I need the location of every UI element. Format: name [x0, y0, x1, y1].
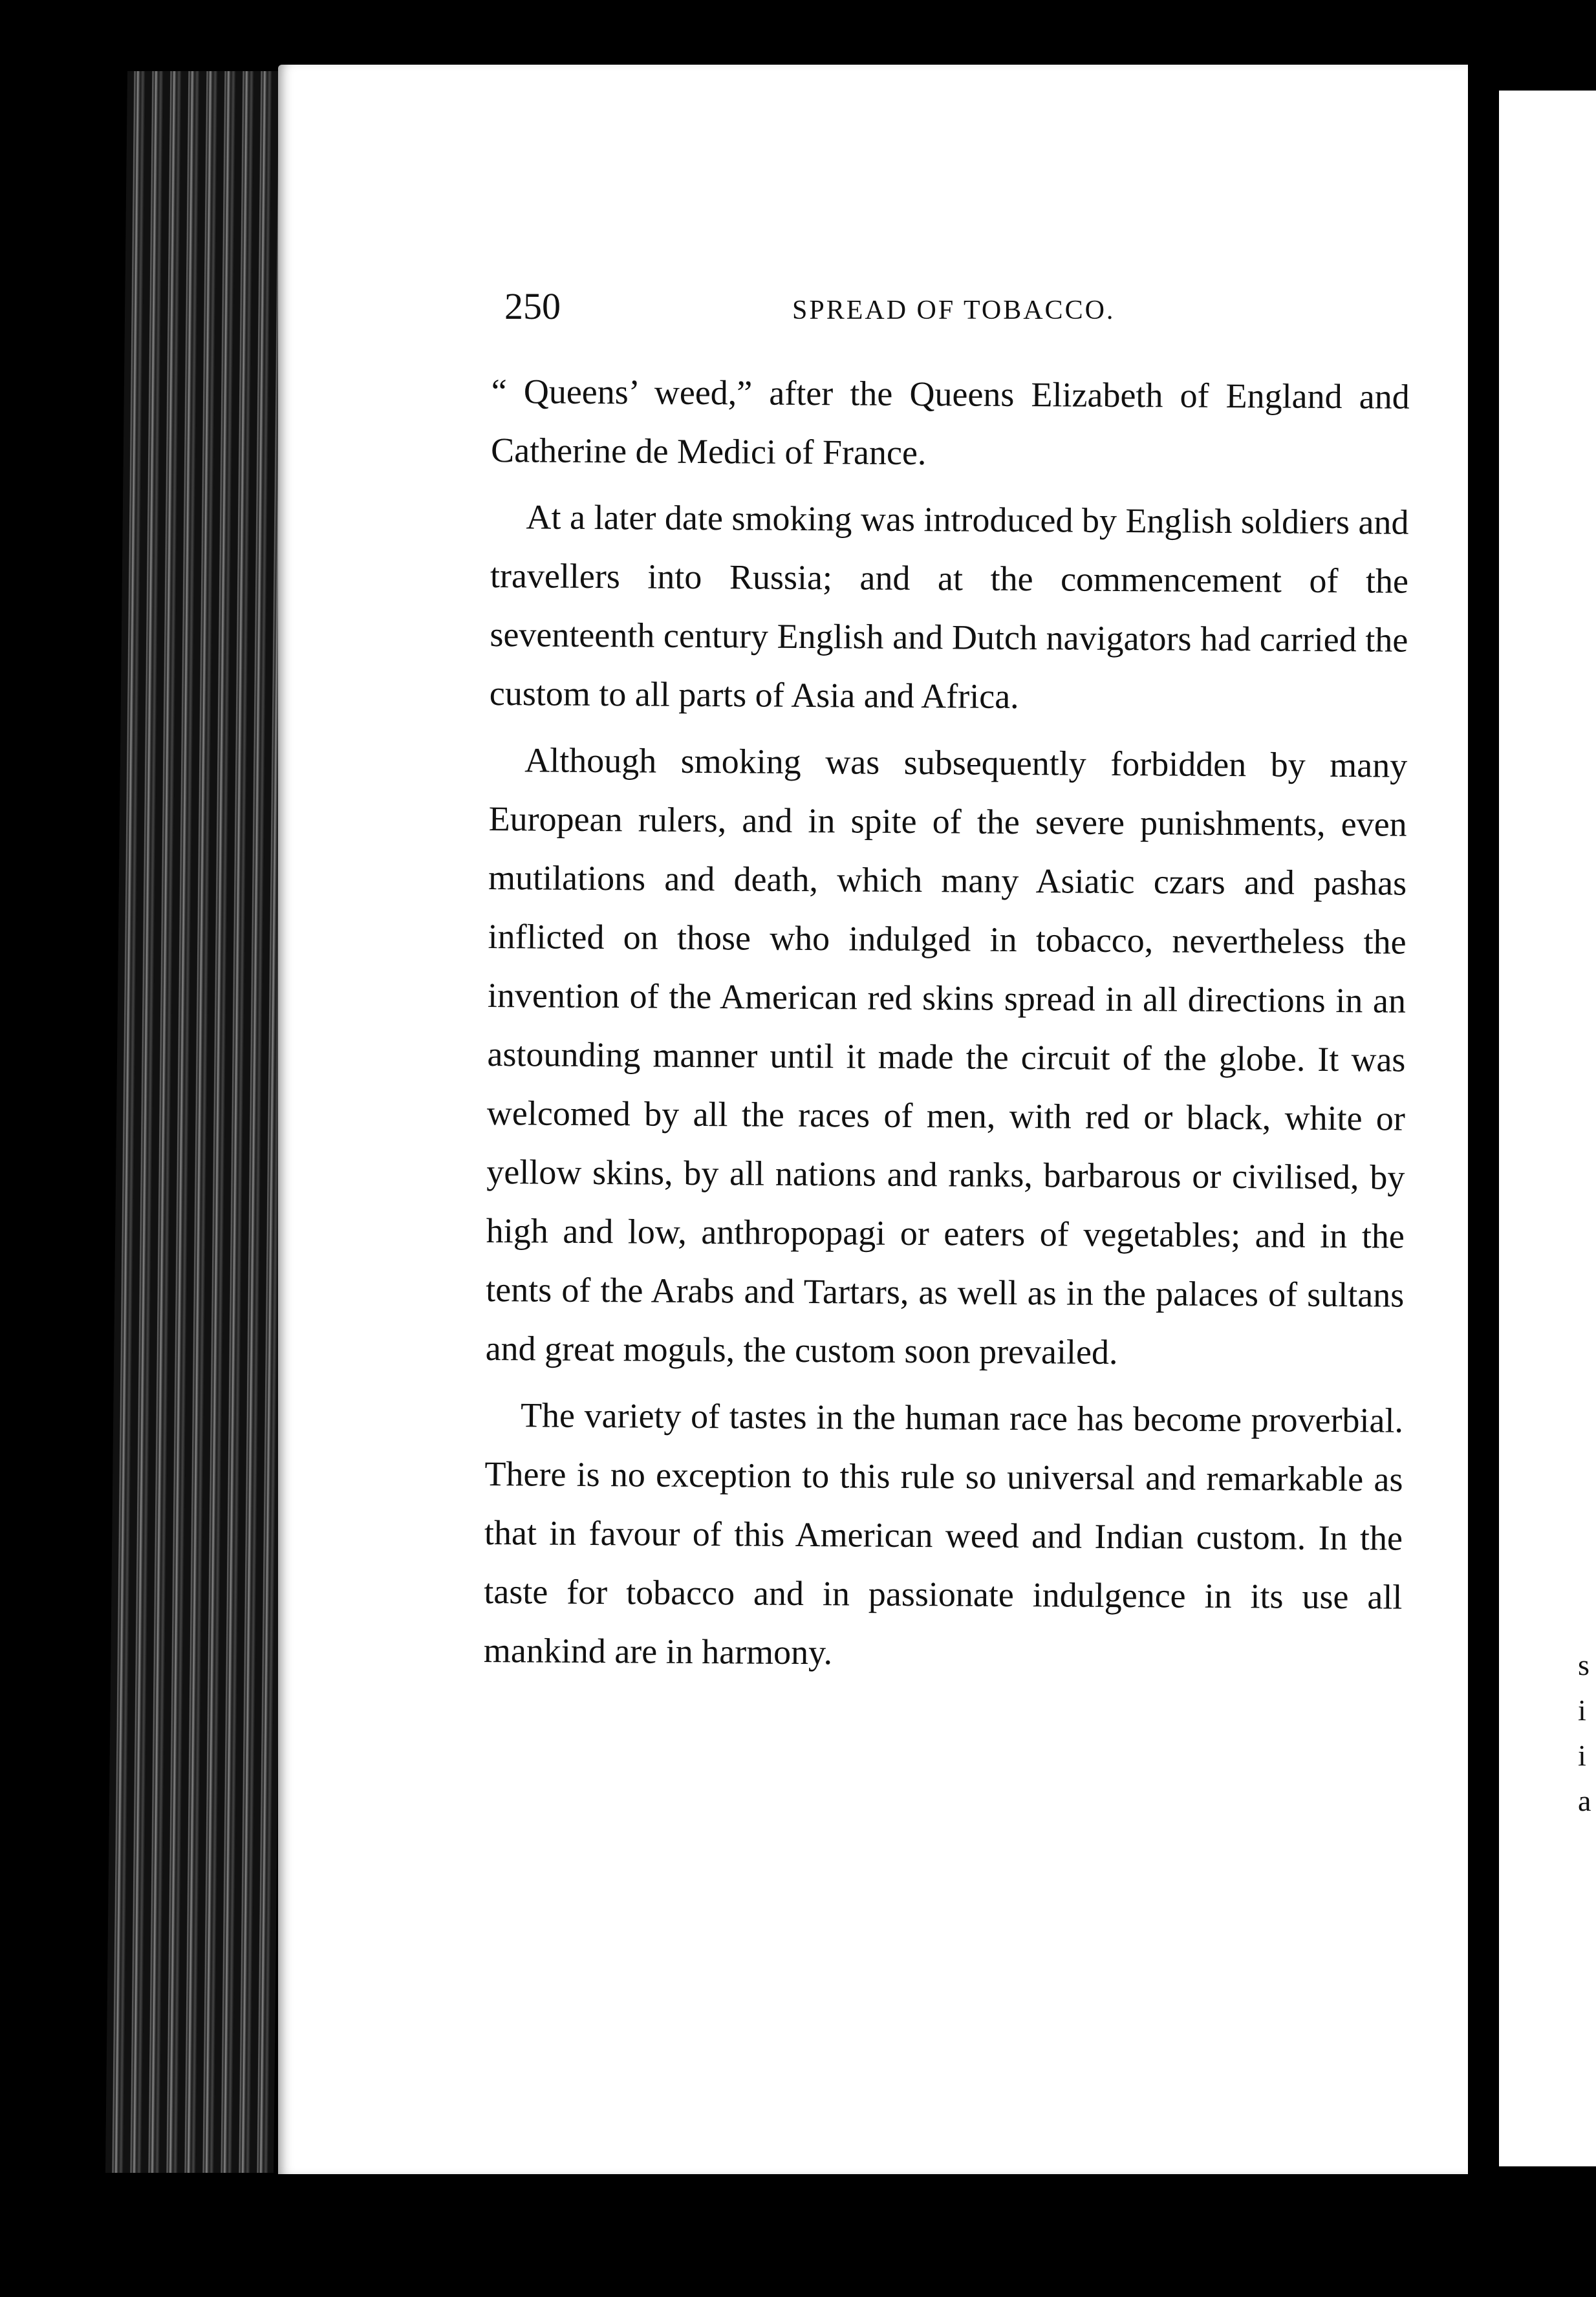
paragraph: “ Queens’ weed,” after the Queens Elizabeth of England and Catherine de Medici of France.	[490, 371, 1410, 473]
book-fore-edge	[105, 71, 296, 2173]
page-number: 250	[504, 285, 561, 327]
running-head: SPREAD OF TOBACCO.	[792, 296, 1116, 325]
paragraph: At a later date smoking was introduced by English soldiers and travellers into Russia; and at the commencement of the seventeenth century English and Dutch navigators had carried the custom to all parts of Asia and Africa.	[489, 497, 1409, 716]
facing-fragment: i	[1578, 1694, 1586, 1727]
book-gutter	[1468, 0, 1500, 2297]
facing-page-fragments	[1578, 1643, 1596, 1824]
paragraph: Although smoking was subsequently forbidden by many European rulers, and in spite of the severe punishments, even mutilations and death, which many Asiatic czars and pashas inflicted on those who indulged in tobacco, nevertheless the invention of the American red skins spread in all directions in an astounding manner until it made the circuit of the globe. It was welcomed by all the races of men, with red or black, white or yellow skins, by all nations and ranks, barbarous or civilised, by high and low, anthropopagi or eaters of vegetables; and in the tents of the Arabs and Tartars, as well as in the palaces of sultans and great moguls, the custom soon prevailed.	[485, 740, 1408, 1372]
paragraph: The variety of tastes in the human race has become proverbial. There is no exception to this rule so universal and remarkable as that in favour of this American weed and Indian custom. In the taste for tobacco and in passionate indulgence in its use all mankind are in harmony.	[483, 1396, 1404, 1672]
facing-fragment: i	[1578, 1739, 1586, 1772]
facing-page	[1499, 91, 1596, 2166]
facing-fragment: a	[1578, 1784, 1591, 1817]
facing-fragment: s	[1578, 1648, 1590, 1681]
page-header	[504, 285, 1151, 336]
body-text	[483, 362, 1409, 1694]
